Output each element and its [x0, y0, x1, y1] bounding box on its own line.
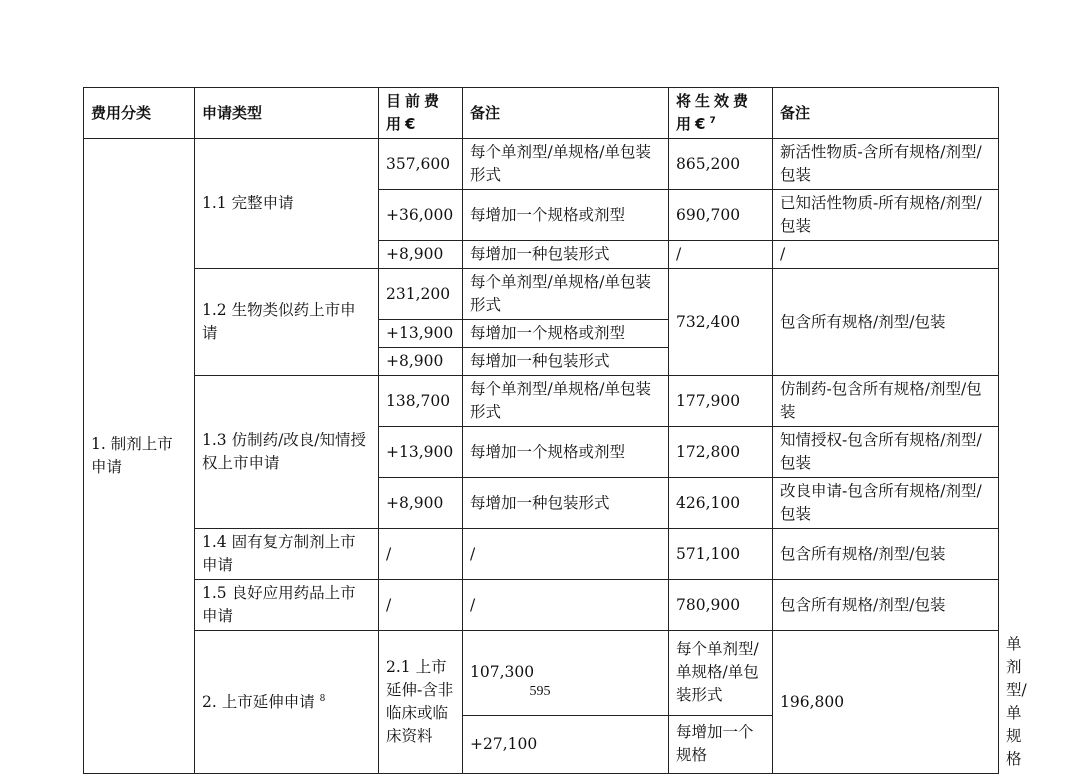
note-cell: 每个单剂型/单规格/单包装形式 — [669, 631, 773, 716]
new-fee-cell: 865,200 — [669, 139, 773, 190]
category-cell — [195, 631, 379, 774]
category-cell: 1. 制剂上市申请 — [84, 139, 195, 774]
new-note-cell: 包含所有规格/剂型/包装 — [773, 580, 999, 631]
current-fee-cell: +27,100 — [463, 715, 669, 773]
note-cell: 每个单剂型/单规格/单包装形式 — [463, 269, 669, 320]
note-cell: 每增加一种包装形式 — [463, 478, 669, 529]
note-cell: 每增加一种包装形式 — [463, 241, 669, 269]
table-row: 2. 上市延伸申请 $^8$ 2.1 上市延伸-含非临床或临床资料 107,300 每个单剂型/单规格/单包装形式 196,800 单剂型/单规格 — [84, 631, 999, 716]
type-cell: 1.3 仿制药/改良/知情授权上市申请 — [195, 376, 379, 529]
note-cell: 每个单剂型/单规格/单包装形式 — [463, 376, 669, 427]
footnote-7: 7 — [709, 116, 720, 126]
new-fee-cell: 780,900 — [669, 580, 773, 631]
current-fee-cell: +13,900 — [379, 320, 463, 348]
header-new-fee — [669, 88, 773, 139]
new-note-cell: / — [773, 241, 999, 269]
new-fee-cell: 426,100 — [669, 478, 773, 529]
page-number: 595 — [529, 684, 551, 699]
new-note-cell: 新活性物质-含所有规格/剂型/包装 — [773, 139, 999, 190]
type-cell: 1.2 生物类似药上市申请 — [195, 269, 379, 376]
current-fee-cell: 107,300 — [463, 631, 669, 716]
current-fee-cell: / — [379, 529, 463, 580]
note-cell: 每个单剂型/单规格/单包装形式 — [463, 139, 669, 190]
new-fee-cell: 732,400 — [669, 269, 773, 376]
note-cell: / — [463, 580, 669, 631]
table-row — [84, 529, 999, 580]
table-row — [84, 139, 999, 190]
note-cell: / — [463, 529, 669, 580]
header-row — [84, 88, 999, 139]
table-row — [84, 269, 999, 320]
current-fee-cell: +8,900 — [379, 478, 463, 529]
current-fee-cell: +36,000 — [379, 190, 463, 241]
current-fee-cell: 231,200 — [379, 269, 463, 320]
new-note-cell: 包含所有规格/剂型/包装 — [773, 269, 999, 376]
header-current-fee: 目前费用€ — [379, 88, 463, 139]
type-cell: 1.4 固有复方制剂上市申请 — [195, 529, 379, 580]
new-fee-cell: 571,100 — [669, 529, 773, 580]
current-fee-cell: 357,600 — [379, 139, 463, 190]
new-fee-cell: 196,800 — [773, 631, 999, 774]
header-application-type: 申请类型 — [195, 88, 379, 139]
current-fee-cell: / — [379, 580, 463, 631]
type-cell: 1.5 良好应用药品上市申请 — [195, 580, 379, 631]
new-fee-cell: 177,900 — [669, 376, 773, 427]
header-new-fee-text: 将生效费用€ — [676, 92, 753, 133]
current-fee-cell: +8,900 — [379, 348, 463, 376]
note-cell: 每增加一个规格或剂型 — [463, 190, 669, 241]
note-cell: 每增加一个规格或剂型 — [463, 320, 669, 348]
header-new-note: 备注 — [773, 88, 999, 139]
fee-table — [83, 87, 1027, 774]
current-fee-cell: +13,900 — [379, 427, 463, 478]
current-fee-cell: +8,900 — [379, 241, 463, 269]
new-note-cell: 仿制药-包含所有规格/剂型/包装 — [773, 376, 999, 427]
new-fee-cell: 172,800 — [669, 427, 773, 478]
new-note-cell: 包含所有规格/剂型/包装 — [773, 529, 999, 580]
type-cell: 2.1 上市延伸-含非临床或临床资料 — [379, 631, 463, 774]
header-note: 备注 — [463, 88, 669, 139]
type-cell: 1.1 完整申请 — [195, 139, 379, 269]
new-note-cell: 改良申请-包含所有规格/剂型/包装 — [773, 478, 999, 529]
table-row — [84, 580, 999, 631]
new-fee-cell: 690,700 — [669, 190, 773, 241]
new-note-cell: 知情授权-包含所有规格/剂型/包装 — [773, 427, 999, 478]
note-cell: 每增加一个规格 — [669, 715, 773, 773]
table-row — [84, 376, 999, 427]
note-cell: 每增加一个规格或剂型 — [463, 427, 669, 478]
new-fee-cell: / — [669, 241, 773, 269]
new-note-cell: 已知活性物质-所有规格/剂型/包装 — [773, 190, 999, 241]
header-category: 费用分类 — [84, 88, 195, 139]
note-cell: 每增加一种包装形式 — [463, 348, 669, 376]
footnote-8: 8 — [319, 693, 326, 704]
category-label: 2. 上市延伸申请 — [202, 692, 315, 711]
current-fee-cell: 138,700 — [379, 376, 463, 427]
